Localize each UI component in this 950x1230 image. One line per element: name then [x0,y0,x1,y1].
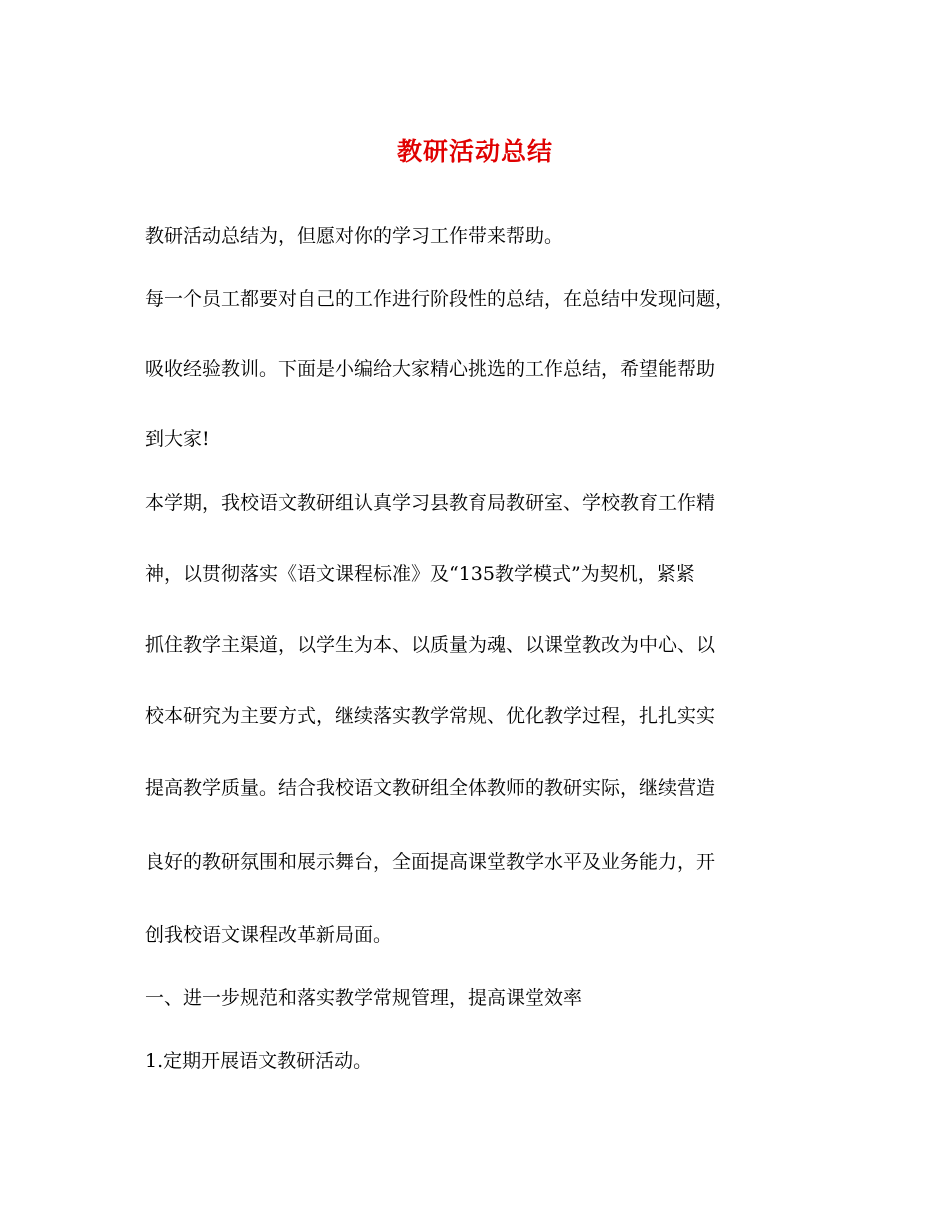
document-title: 教研活动总结 [396,137,553,166]
paragraph-line: 提高教学质量。结合我校语文教研组全体教师的教研实际，继续营造 [145,777,716,799]
paragraph-line: 创我校语文课程改革新局面。 [145,924,393,946]
paragraph-line: 校本研究为主要方式，继续落实教学常规、优化教学过程，扎扎实实 [145,705,716,727]
paragraph-line: 神，以贯彻落实《语文课程标准》及“135教学模式”为契机，紧紧 [145,563,695,585]
section-heading: 一、进一步规范和落实教学常规管理，提高课堂效率 [145,987,583,1009]
paragraph-line: 到大家! [145,428,210,450]
paragraph-line: 教研活动总结为，但愿对你的学习工作带来帮助。 [145,225,564,247]
paragraph-line: 良好的教研氛围和展示舞台，全面提高课堂教学水平及业务能力，开 [145,851,716,873]
paragraph-line: 本学期，我校语文教研组认真学习县教育局教研室、学校教育工作精 [145,492,716,514]
paragraph-line: 抓住教学主渠道，以学生为本、以质量为魂、以课堂教改为中心、以 [145,634,716,656]
paragraph-line: 每一个员工都要对自己的工作进行阶段性的总结，在总结中发现问题， [145,288,735,310]
subsection-heading: 1.定期开展语文教研活动。 [145,1050,373,1072]
paragraph-line: 吸收经验教训。下面是小编给大家精心挑选的工作总结，希望能帮助 [145,358,716,380]
